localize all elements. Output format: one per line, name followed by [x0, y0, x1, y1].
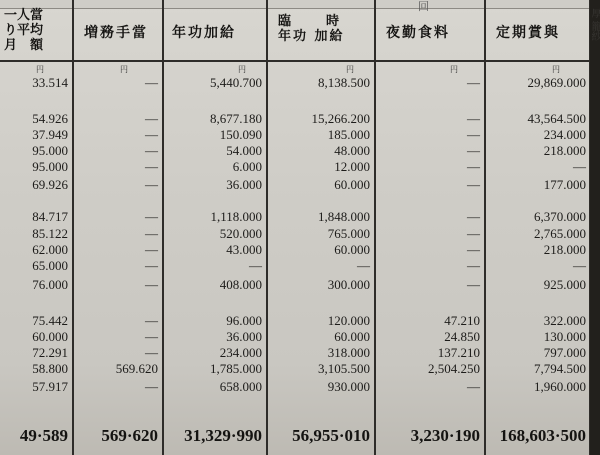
cell-duty: — [145, 226, 158, 241]
cell-merit: 234.000 [219, 345, 262, 360]
cell-bonus: 925.000 [543, 277, 586, 292]
cell-temp: 930.000 [327, 379, 370, 394]
cell-duty: — [145, 159, 158, 174]
cell-duty: — [145, 313, 158, 328]
cell-temp: — [357, 258, 370, 273]
cell-temp: 185.000 [327, 127, 370, 142]
cell-merit: 520.000 [219, 226, 262, 241]
cell-night: — [467, 143, 480, 158]
cell-night: 137.210 [437, 345, 480, 360]
cell-merit: 1,118.000 [210, 209, 262, 224]
total-merit: 31,329·990 [184, 426, 262, 445]
cell-duty: 569.620 [115, 361, 158, 376]
total-bonus: 168,603·500 [499, 426, 586, 445]
cell-night: 24.850 [444, 329, 480, 344]
cell-bonus: 130.000 [543, 329, 586, 344]
currency-mark: 円 [36, 65, 44, 74]
cell-merit: — [249, 258, 262, 273]
cell-avg: 95.000 [32, 159, 68, 174]
cell-bonus: 43,564.500 [527, 111, 586, 126]
cell-merit: 54.000 [226, 143, 262, 158]
cell-duty: — [145, 242, 158, 257]
cell-avg: 69.926 [32, 177, 68, 192]
cell-avg: 85.122 [32, 226, 68, 241]
cell-merit: 5,440.700 [210, 75, 262, 90]
cell-night: — [467, 177, 480, 192]
header-avg-monthly: 一人當 り平均 月 額 [4, 8, 44, 53]
cell-duty: — [145, 258, 158, 273]
cell-night: — [467, 111, 480, 126]
currency-mark: 円 [120, 65, 128, 74]
cell-avg: 54.926 [32, 111, 68, 126]
cell-merit: 658.000 [219, 379, 262, 394]
cell-duty: — [145, 143, 158, 158]
cell-night: — [467, 159, 480, 174]
cell-duty: — [145, 329, 158, 344]
cell-bonus: 6,370.000 [534, 209, 586, 224]
top-rule [0, 0, 600, 9]
cell-night: — [467, 379, 480, 394]
cell-bonus: 7,794.500 [534, 361, 586, 376]
cell-temp: 15,266.200 [311, 111, 370, 126]
cell-merit: 96.000 [226, 313, 262, 328]
cell-duty: — [145, 177, 158, 192]
page-edge [590, 0, 600, 455]
currency-mark: 円 [238, 65, 246, 74]
currency-mark: 円 [346, 65, 354, 74]
cell-bonus: 322.000 [543, 313, 586, 328]
cell-avg: 33.514 [32, 75, 68, 90]
cell-bonus: 2,765.000 [534, 226, 586, 241]
cell-night: — [467, 258, 480, 273]
cell-duty: — [145, 75, 158, 90]
cell-bonus: 234.000 [543, 127, 586, 142]
cell-night: — [467, 75, 480, 90]
currency-mark: 円 [552, 65, 560, 74]
cell-temp: 300.000 [327, 277, 370, 292]
cell-bonus: — [573, 258, 586, 273]
cell-duty: — [145, 379, 158, 394]
header-rule [0, 60, 590, 62]
currency-mark: 円 [450, 65, 458, 74]
cell-temp: 8,138.500 [318, 75, 370, 90]
edge-fragment: 厚 籠紗 [589, 8, 600, 42]
cell-temp: 60.000 [334, 177, 370, 192]
cell-night: 47.210 [444, 313, 480, 328]
cell-temp: 765.000 [327, 226, 370, 241]
cell-temp: 3,105.500 [318, 361, 370, 376]
cell-merit: 1,785.000 [210, 361, 262, 376]
cell-duty: — [145, 111, 158, 126]
cell-duty: — [145, 209, 158, 224]
cell-merit: 43.000 [226, 242, 262, 257]
total-temp: 56,955·010 [292, 426, 370, 445]
cell-night: — [467, 242, 480, 257]
cell-duty: — [145, 127, 158, 142]
cell-night: — [467, 127, 480, 142]
cell-avg: 57.917 [32, 379, 68, 394]
cell-night: — [467, 277, 480, 292]
cell-merit: 150.090 [219, 127, 262, 142]
header-periodic-bonus: 定期賞與 [496, 25, 560, 41]
cell-duty: — [145, 277, 158, 292]
cell-bonus: 218.000 [543, 143, 586, 158]
cell-avg: 84.717 [32, 209, 68, 224]
cell-merit: 36.000 [226, 177, 262, 192]
cell-night: 2,504.250 [428, 361, 480, 376]
cell-temp: 12.000 [334, 159, 370, 174]
cell-night: — [467, 226, 480, 241]
cell-temp: 120.000 [327, 313, 370, 328]
cell-merit: 8,677.180 [210, 111, 262, 126]
total-avg: 49·589 [19, 426, 68, 445]
total-duty: 569·620 [101, 426, 158, 445]
cell-temp: 60.000 [334, 329, 370, 344]
cell-avg: 95.000 [32, 143, 68, 158]
cell-temp: 48.000 [334, 143, 370, 158]
cell-temp: 60.000 [334, 242, 370, 257]
cell-merit: 408.000 [219, 277, 262, 292]
cell-avg: 62.000 [32, 242, 68, 257]
cell-avg: 75.442 [32, 313, 68, 328]
cell-avg: 65.000 [32, 258, 68, 273]
cell-avg: 58.800 [32, 361, 68, 376]
top-fragment: 回 [418, 0, 429, 13]
header-night-meal: 夜勤食料 [386, 25, 450, 41]
header-duty-allowance: 増務手當 [84, 25, 148, 41]
cell-temp: 1,848.000 [318, 209, 370, 224]
cell-bonus: 218.000 [543, 242, 586, 257]
cell-bonus: — [573, 159, 586, 174]
cell-bonus: 1,960.000 [534, 379, 586, 394]
cell-merit: 6.000 [232, 159, 262, 174]
cell-avg: 60.000 [32, 329, 68, 344]
cell-merit: 36.000 [226, 329, 262, 344]
header-annual-merit: 年功加給 [172, 25, 236, 41]
cell-avg: 72.291 [32, 345, 68, 360]
cell-bonus: 177.000 [543, 177, 586, 192]
cell-avg: 76.000 [32, 277, 68, 292]
cell-duty: — [145, 345, 158, 360]
total-night: 3,230·190 [410, 426, 480, 445]
cell-bonus: 797.000 [543, 345, 586, 360]
header-temp-annual-merit: 臨 時 年功 加給 [278, 14, 345, 44]
cell-night: — [467, 209, 480, 224]
cell-avg: 37.949 [32, 127, 68, 142]
cell-temp: 318.000 [327, 345, 370, 360]
cell-bonus: 29,869.000 [527, 75, 586, 90]
